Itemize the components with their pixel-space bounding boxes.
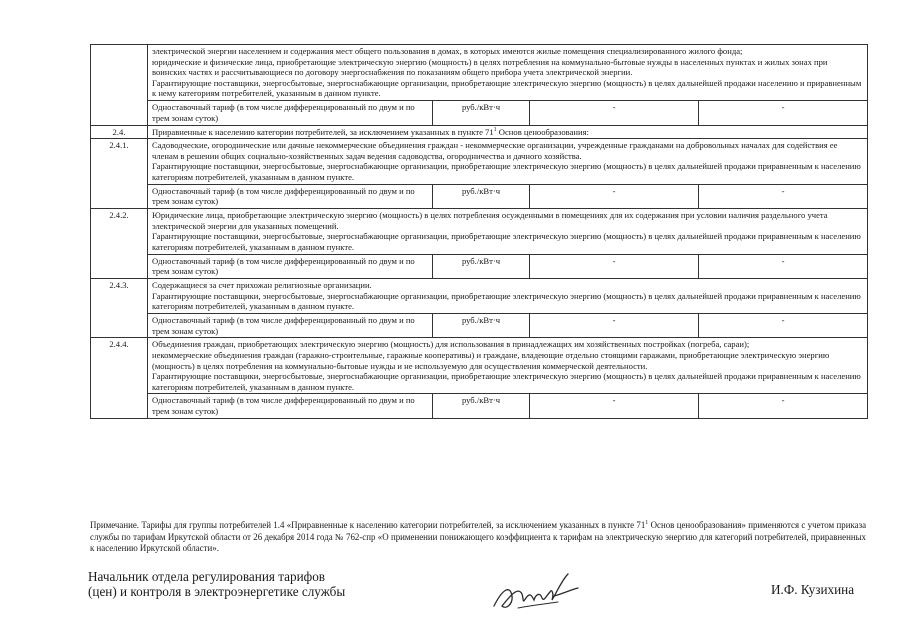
tariff-value-1: - [530,184,699,209]
tariff-value-2: - [699,184,868,209]
table-row [91,45,868,101]
description-paragraph: электрической энергии населением и содержания мест общего пользования в домах, в которых имеются жилые помещения специализированного жилого фонда; [152,46,743,56]
table-row [91,394,868,419]
item-description [148,209,868,254]
tariff-table [90,44,868,419]
footnote-text-continued: Основ ценообразования» применяются с учетом приказа службы по тарифам Иркутской области от 26 декабря 2014 года № 762-спр «О применении понижающего коэффициента к тарифам на электрическую энергию для категорий потребителей, приравненных к населению Иркутской области». [90,520,867,554]
signatory-name: И.Ф. Кузихина [771,582,855,597]
tariff-value-2: - [699,313,868,338]
item-number: 2.4.1. [91,139,148,209]
tariff-unit: руб./кВт·ч [433,254,530,279]
handwritten-signature [488,566,584,618]
item-number: 2.4.3. [91,279,148,338]
section-heading-tail: Основ ценообразования: [496,126,589,137]
item-description [148,139,868,184]
table-row [91,279,868,314]
tariff-value-1: - [530,100,699,125]
description-paragraph: Гарантирующие поставщики, энергосбытовые, энергоснабжающие организации, приобретающие электрическую энергию (мощность) в целях дальнейшей продажи приравненным к населению категориям потребителей, указанным в данном пункте. [152,231,861,252]
tariff-value-1: - [530,254,699,279]
footnote-superscript: 1 [645,520,649,527]
table-row [91,313,868,338]
tariff-value-2: - [699,254,868,279]
tariff-value-2: - [699,100,868,125]
tariff-unit: руб./кВт·ч [433,313,530,338]
table-row [91,100,868,125]
item-number: 2.4.2. [91,209,148,279]
item-number: 2.4.4. [91,338,148,419]
tariff-label: Одноставочный тариф (в том числе дифференцированный по двум и по трем зонам суток) [148,184,433,209]
item-number: 2.4. [91,125,148,139]
table-row [91,139,868,184]
signatory-title-line-2: (цен) и контроля в электроэнергетике службы [88,583,346,599]
section-heading [148,125,868,139]
tariff-value-1: - [530,313,699,338]
signatory-title-line-1: Начальник отдела регулирования тарифов [88,569,326,584]
description-paragraph: юридические и физические лица, приобретающие электрическую энергию (мощность) в целях потребления на коммунально-бытовые нужды в населенных пунктах и жилых зонах при воинских частях и рассчитывающиеся по договору энергоснабжения по показаниям общего прибора учета электрической энергии. [152,56,828,78]
tariff-unit: руб./кВт·ч [433,394,530,419]
tariff-label: Одноставочный тариф (в том числе дифференцированный по двум и по трем зонам суток) [148,313,433,338]
section-heading-superscript: 1 [493,126,497,133]
item-description [148,338,868,394]
footnote [90,520,866,555]
description-paragraph: Юридические лица, приобретающие электрическую энергию (мощность) в целях потребления осужденными в помещениях для их содержания при условии наличия раздельного учета электрической энергии для указанных помещений. [152,210,828,231]
description-paragraph: Содержащиеся за счет прихожан религиозные организации. [152,280,372,291]
table-row [91,338,868,394]
item-description [148,279,868,314]
description-paragraph: Гарантирующие поставщики, энергосбытовые, энергоснабжающие организации, приобретающие электрическую энергию (мощность) в целях дальнейшей продажи приравненным к населению категориям потребителей, указанным в данном пункте. [152,371,861,392]
description-paragraph: Гарантирующие поставщики, энергосбытовые, энергоснабжающие организации, приобретающие электрическую энергию (мощность) в целях дальнейшей продажи населению и приравненным к нему категориям потребителей, указанным в данном пункте. [152,77,862,99]
footnote-text: Примечание. Тарифы для группы потребителей 1.4 «Приравненные к населению категории потребителей, за исключением указанных в пункте 71 [90,520,646,530]
tariff-table-body [91,45,868,419]
table-row [91,125,868,139]
description-paragraph: Гарантирующие поставщики, энергосбытовые, энергоснабжающие организации, приобретающие электрическую энергию (мощность) в целях дальнейшей продажи приравненным к населению категориям потребителей, указанным в данном пункте. [152,161,861,182]
signatory-title [88,570,345,599]
table-row [91,254,868,279]
description-paragraph: Объединения граждан, приобретающих электрическую энергию (мощность) для использования в принадлежащих им хозяйственных постройках (погреба, сараи); [152,339,750,350]
tariff-value-1: - [530,394,699,419]
table-row [91,209,868,254]
table-row [91,184,868,209]
item-number [91,45,148,126]
tariff-label: Одноставочный тариф (в том числе дифференцированный по двум и по трем зонам суток) [148,394,433,419]
tariff-unit: руб./кВт·ч [433,184,530,209]
tariff-label: Одноставочный тариф (в том числе дифференцированный по двум и по трем зонам суток) [148,100,433,125]
tariff-label: Одноставочный тариф (в том числе дифференцированный по двум и по трем зонам суток) [148,254,433,279]
description-paragraph: некоммерческие объединения граждан (гаражно-строительные, гаражные кооперативы) и граждане, владеющие отдельно стоящими гаражами, приобретающие электрическую энергию (мощность) в целях потребления на коммунально-бытовые нужды и не используемую для осуществления коммерческой деятельности. [152,350,830,371]
item-description [148,45,868,101]
description-paragraph: Садоводческие, огороднические или дачные некоммерческие объединения граждан - некоммерческие организации, учрежденные гражданами на добровольных началах для содействия ее членам в решении общих социально-хозяйственных задач ведения садоводства, огородничества и дачного хозяйства. [152,140,838,161]
tariff-unit: руб./кВт·ч [433,100,530,125]
section-heading-text: Приравненные к населению категории потребителей, за исключением указанных в пункте 71 [152,126,494,137]
tariff-value-2: - [699,394,868,419]
description-paragraph: Гарантирующие поставщики, энергосбытовые, энергоснабжающие организации, приобретающие электрическую энергию (мощность) в целях дальнейшей продажи приравненным к населению категориям потребителей, указанным в данном пункте. [152,290,861,312]
